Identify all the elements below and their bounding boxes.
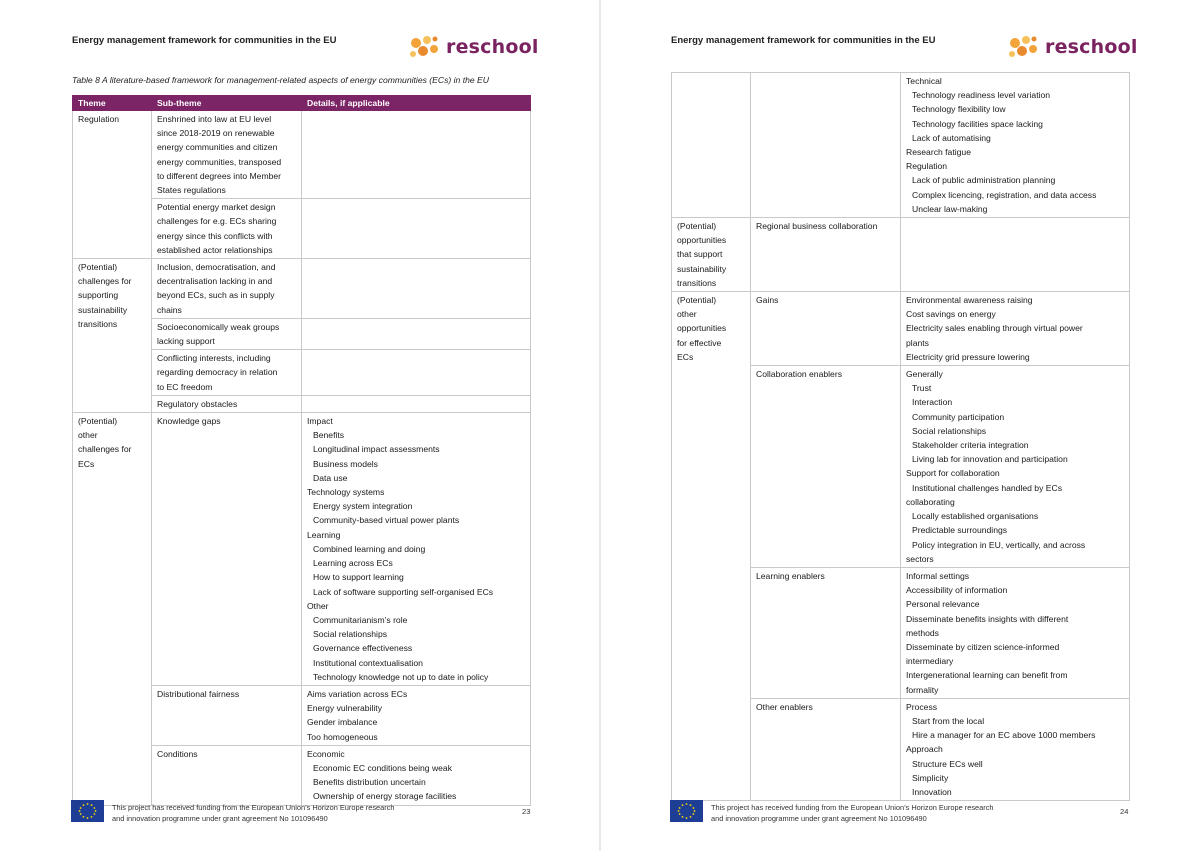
theme-cell: (Potential) challenges for supporting sustainability transitions [73,259,152,413]
theme-cell: (Potential) other opportunities for effective ECs [672,292,751,801]
detail-item: Disseminate benefits insights with different [906,613,1069,624]
theme-cell: (Potential) opportunities that support sustainability transitions [672,218,751,292]
detail-item: intermediary [906,656,954,667]
detail-item: Technology knowledge not up to date in policy [313,671,489,682]
details-cell [302,685,531,745]
details-cell [302,745,531,805]
detail-item: Community-based virtual power plants [313,515,460,526]
detail-item: Innovation [912,786,952,797]
subtheme-cell: Potential energy market design challenges for e.g. ECs sharing energy since this conflicts with established actor relationships [152,199,302,259]
subtheme-cell: Socioeconomically weak groups lacking support [152,318,302,349]
details-cell [302,395,531,412]
detail-item: sectors [906,553,934,564]
detail-item: Social relationships [912,425,987,436]
detail-item: Informal settings [906,570,970,581]
detail-item: Economic EC conditions being weak [313,762,453,773]
detail-item: Community participation [912,411,1005,422]
detail-item: Structure ECs well [912,758,983,769]
col-theme: Theme [73,96,152,111]
table-row [73,111,531,199]
table-caption: Table 8 A literature-based framework for management-related aspects of energy communities (ECs) in the EU [72,75,489,85]
detail-item: Approach [906,744,943,755]
subtheme-cell: Regulatory obstacles [152,395,302,412]
detail-item: Process [906,701,938,712]
detail-item: Economic [307,748,345,759]
detail-item: Aims variation across ECs [307,688,408,699]
framework-table-part-1 [72,95,531,806]
detail-item: Energy system integration [313,501,413,512]
details-cell [302,259,531,319]
detail-item: Unclear law-making [912,203,988,214]
details-cell [302,199,531,259]
detail-item: Governance effectiveness [313,643,413,654]
detail-item: Other [307,600,329,611]
detail-item: Lack of automatising [912,132,991,143]
table-row [672,292,1130,366]
page-24 [601,0,1200,851]
detail-item: Complex licencing, registration, and data access [912,189,1097,200]
framework-table-part-2 [671,72,1130,801]
logo-wordmark: reschool [1045,36,1138,58]
detail-item: Trust [912,383,932,394]
reschool-logo [407,33,539,61]
detail-item: Technology readiness level variation [912,90,1051,101]
detail-item: Interaction [912,397,953,408]
detail-item: Regulation [906,161,948,172]
detail-item: Policy integration in EU, vertically, and across [912,539,1086,550]
subtheme-cell: Regional business collaboration [751,218,901,292]
page-number: 23 [522,807,531,816]
subtheme-cell [751,73,901,218]
details-cell [302,413,531,686]
details-cell [901,292,1130,366]
page-23 [0,0,599,851]
detail-item: Personal relevance [906,599,980,610]
detail-item: Benefits [313,430,345,441]
detail-item: Lack of public administration planning [912,175,1056,186]
col-details: Details, if applicable [302,96,531,111]
detail-item: Energy vulnerability [307,703,382,714]
detail-item: Hire a manager for an EC above 1000 members [912,730,1096,741]
detail-item: Technology facilities space lacking [912,118,1043,129]
funding-note: This project has received funding from the European Union’s Horizon Europe research and innovation programme under grant agreement No 101096490 [711,803,994,823]
table-row [73,413,531,686]
detail-item: formality [906,684,939,695]
details-cell [901,366,1130,568]
detail-item: Technical [906,76,942,86]
table-row [672,218,1130,292]
detail-item: Technology flexibility low [912,104,1006,115]
detail-item: Electricity sales enabling through virtual power [906,323,1083,334]
detail-item: Research fatigue [906,147,971,158]
reschool-logo-icon [407,33,443,61]
detail-item: Start from the local [912,715,985,726]
theme-cell [672,73,751,218]
table-row [73,259,531,319]
subtheme-cell: Enshrined into law at EU level since 2018-2019 on renewable energy communities and citizen energy communities, transposed to different degrees into Member States regulations [152,111,302,199]
theme-cell: (Potential) other challenges for ECs [73,413,152,805]
header-title: Energy management framework for communities in the EU [671,35,936,46]
header-title: Energy management framework for communities in the EU [72,35,337,46]
detail-item: Data use [313,472,348,483]
detail-item: Environmental awareness raising [906,295,1033,306]
detail-item: Living lab for innovation and participation [912,454,1068,465]
detail-item: Gender imbalance [307,717,378,728]
detail-item: Accessibility of information [906,585,1008,596]
theme-cell: Regulation [73,111,152,259]
detail-item: Institutional contextualisation [313,657,423,668]
details-cell [901,218,1130,292]
table-header-row [73,96,531,111]
detail-item: Business models [313,458,378,469]
detail-item: Lack of software supporting self-organised ECs [313,586,494,597]
subtheme-cell: Conditions [152,745,302,805]
reschool-logo [1006,33,1138,61]
detail-item: Impact [307,416,333,427]
details-cell [901,73,1130,218]
detail-item: plants [906,337,929,348]
subtheme-cell: Knowledge gaps [152,413,302,686]
detail-item: Too homogeneous [307,731,378,742]
details-cell [302,318,531,349]
detail-item: How to support learning [313,572,404,583]
detail-item: Technology systems [307,487,385,498]
eu-flag-icon [71,800,104,822]
detail-item: collaborating [906,496,955,507]
detail-item: Simplicity [912,772,949,783]
detail-item: Generally [906,369,943,380]
table-row [672,73,1130,218]
eu-flag-icon [670,800,703,822]
details-cell [901,698,1130,800]
detail-item: Locally established organisations [912,511,1039,522]
detail-item: Predictable surroundings [912,525,1008,536]
detail-item: Institutional challenges handled by ECs [912,482,1063,493]
col-subtheme: Sub-theme [152,96,302,111]
detail-item: Disseminate by citizen science-informed [906,641,1060,652]
subtheme-cell: Collaboration enablers [751,366,901,568]
reschool-logo-icon [1006,33,1042,61]
subtheme-cell: Other enablers [751,698,901,800]
details-cell [302,350,531,396]
subtheme-cell: Conflicting interests, including regarding democracy in relation to EC freedom [152,350,302,396]
detail-item: Electricity grid pressure lowering [906,351,1030,362]
subtheme-cell: Learning enablers [751,567,901,698]
logo-wordmark: reschool [446,36,539,58]
subtheme-cell: Gains [751,292,901,366]
detail-item: Longitudinal impact assessments [313,444,440,455]
detail-item: Benefits distribution uncertain [313,777,426,788]
subtheme-cell: Distributional fairness [152,685,302,745]
detail-item: Ownership of energy storage facilities [313,791,457,802]
details-cell [302,111,531,199]
detail-item: methods [906,627,939,638]
page-number: 24 [1120,807,1129,816]
detail-item: Learning across ECs [313,558,393,569]
subtheme-cell: Inclusion, democratisation, and decentralisation lacking in and beyond ECs, such as in supply chains [152,259,302,319]
detail-item: Support for collaboration [906,468,1000,479]
funding-note: This project has received funding from the European Union’s Horizon Europe research and innovation programme under grant agreement No 101096490 [112,803,395,823]
detail-item: Stakeholder criteria integration [912,440,1029,451]
detail-item: Learning [307,529,341,540]
detail-item: Intergenerational learning can benefit from [906,670,1068,681]
detail-item: Cost savings on energy [906,309,996,320]
details-cell [901,567,1130,698]
detail-item: Social relationships [313,629,388,640]
detail-item: Combined learning and doing [313,543,426,554]
detail-item: Communitarianism’s role [313,614,408,625]
